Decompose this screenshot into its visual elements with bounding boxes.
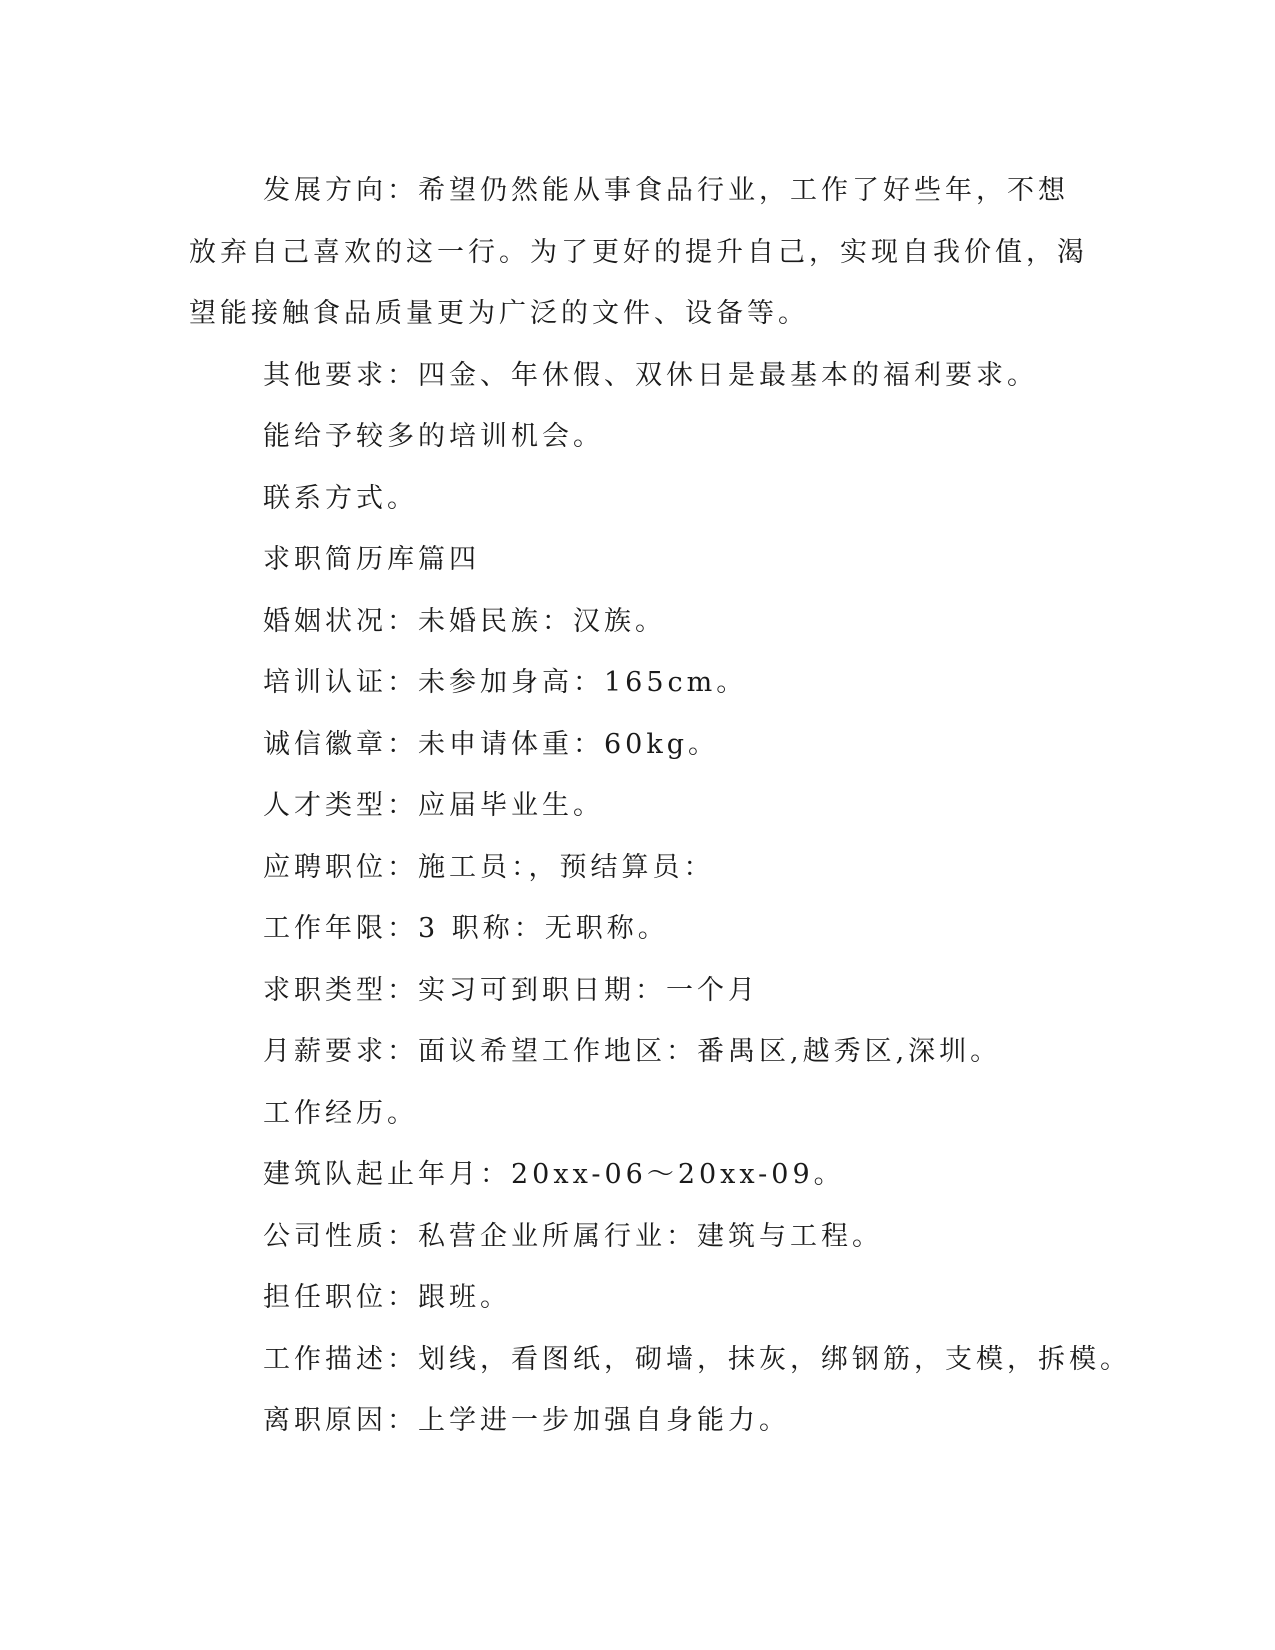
line-work-description: 工作描述：划线，看图纸，砌墙，抹灰，绑钢筋，支模，拆模。 xyxy=(263,1343,1131,1375)
line-training-opportunity: 能给予较多的培训机会。 xyxy=(263,421,604,452)
line-position-applied: 应聘职位：施工员：，预结算员： xyxy=(263,851,715,883)
line-contact: 联系方式。 xyxy=(263,482,418,514)
section-heading-part-four: 求职简历库篇四 xyxy=(263,544,480,575)
line-company-industry: 公司性质：私营企业所属行业：建筑与工程。 xyxy=(263,1220,883,1252)
line-position-held: 担任职位：跟班。 xyxy=(263,1282,511,1313)
line-leave-reason: 离职原因：上学进一步加强自身能力。 xyxy=(263,1405,790,1436)
line-marital-ethnicity: 婚姻状况：未婚民族：汉族。 xyxy=(263,605,666,637)
line-talent-type: 人才类型：应届毕业生。 xyxy=(263,790,604,821)
line-salary-location: 月薪要求：面议希望工作地区：番禺区,越秀区,深圳。 xyxy=(263,1036,1002,1067)
line-training-height: 培训认证：未参加身高：165cm。 xyxy=(263,667,748,698)
line-job-type-start: 求职类型：实习可到职日期：一个月 xyxy=(263,974,759,1006)
document-body xyxy=(189,160,1131,1452)
line-employer-dates: 建筑队起止年月：20xx-06～20xx-09。 xyxy=(263,1159,845,1190)
line-badge-weight: 诚信徽章：未申请体重：60kg。 xyxy=(263,728,720,760)
line-work-experience-heading: 工作经历。 xyxy=(263,1097,418,1129)
paragraph-development-direction: 发展方向：希望仍然能从事食品行业，工作了好些年，不想放弃自己喜欢的这一行。为了更好的提升自己，实现自我价值，渴望能接触食品质量更为广泛的文件、设备等。 xyxy=(189,175,1088,329)
line-other-requirements: 其他要求：四金、年休假、双休日是最基本的福利要求。 xyxy=(263,359,1038,391)
line-work-years-title: 工作年限：3 职称：无职称。 xyxy=(263,913,669,944)
